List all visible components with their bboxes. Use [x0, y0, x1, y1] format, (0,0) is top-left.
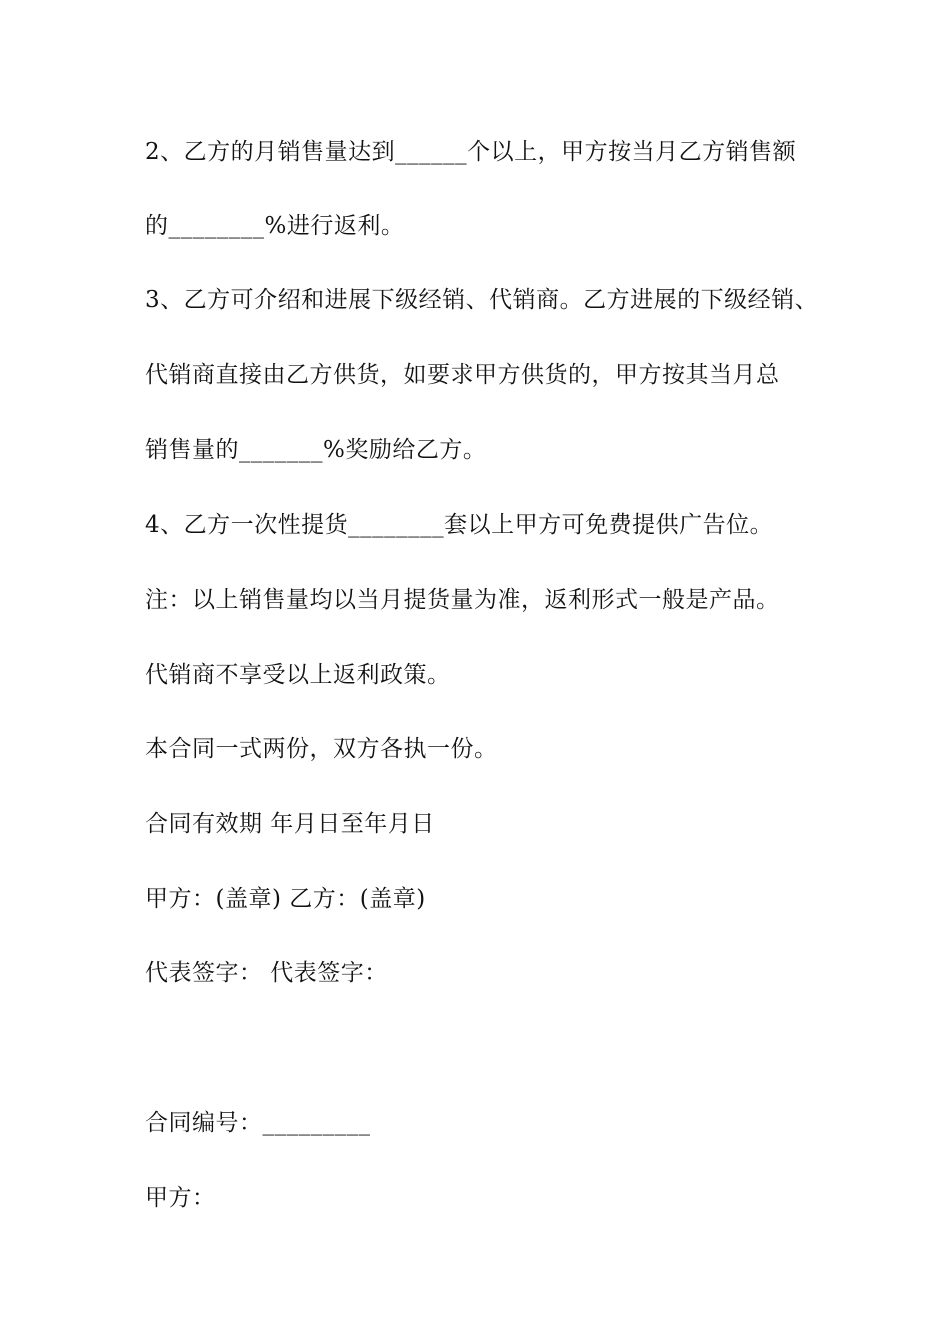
- clause-3-line-1: 3、乙方可介绍和进展下级经销、代销商。乙方进展的下级经销、: [145, 287, 819, 313]
- validity-line: 合同有效期 年月日至年月日: [145, 811, 435, 837]
- copies-line: 本合同一式两份，双方各执一份。: [145, 736, 498, 762]
- party-a-line: 甲方：: [145, 1185, 216, 1211]
- signature-line: 代表签字： 代表签字：: [145, 960, 388, 986]
- policy-line: 代销商不享受以上返利政策。: [145, 662, 451, 688]
- clause-3-line-2: 代销商直接由乙方供货，如要求甲方供货的，甲方按其当月总: [145, 362, 780, 388]
- seal-line: 甲方：(盖章) 乙方：(盖章): [145, 886, 426, 912]
- note-line: 注：以上销售量均以当月提货量为准，返利形式一般是产品。: [145, 587, 780, 613]
- contract-number-line: 合同编号：_________: [145, 1110, 371, 1136]
- clause-4-line: 4、乙方一次性提货________套以上甲方可免费提供广告位。: [145, 512, 774, 538]
- clause-3-line-3: 销售量的_______%奖励给乙方。: [145, 437, 487, 463]
- clause-2-line-1: 2、乙方的月销售量达到______个以上，甲方按当月乙方销售额: [145, 139, 797, 165]
- clause-2-line-2: 的________%进行返利。: [145, 213, 405, 239]
